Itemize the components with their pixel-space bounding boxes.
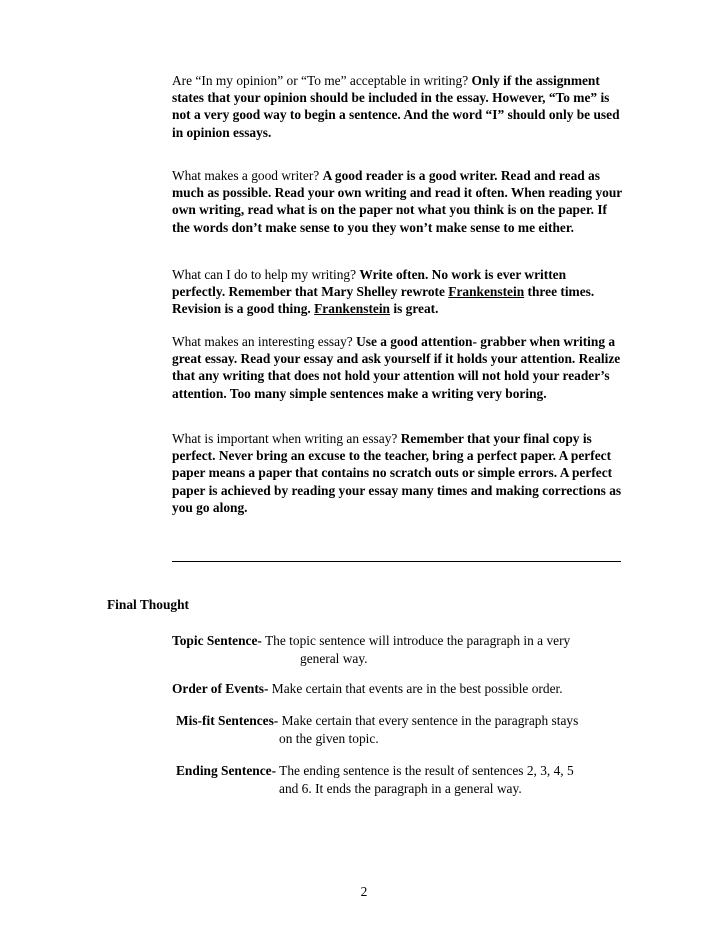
term-label: Topic Sentence- [172, 633, 262, 648]
horizontal-divider [172, 561, 621, 562]
term-misfit-sentences [176, 712, 578, 748]
answer-text: is great. [390, 301, 439, 317]
answer-text: Use a good attention- grabber when writing a great essay. Read your essay and ask yourself if it holds your attention. Realize that any writing that does not hold your attention will not hold your reader’s attention. Too many simple sentences make a writing very boring. [172, 334, 621, 401]
term-definition-continued: general way. [300, 651, 368, 666]
term-order-of-events [172, 680, 563, 698]
term-topic-sentence [172, 632, 570, 668]
page-number: 2 [360, 884, 368, 899]
question-text: What is important when writing an essay? [172, 431, 401, 446]
qa-paragraph-interesting-essay [172, 333, 622, 402]
qa-paragraph-help-writing [172, 266, 622, 318]
term-label: Ending Sentence- [176, 763, 277, 778]
answer-text: Only if the assignment states that your opinion should be included in the essay. However, “To me” is not a very good way to begin a sentence. And the word “I” should only be used in opinion essays. [172, 73, 620, 140]
qa-paragraph-important-essay [172, 430, 622, 516]
term-definition-continued: on the given topic. [279, 731, 379, 746]
question-text: What can I do to help my writing? [172, 267, 360, 282]
question-text: What makes a good writer? [172, 168, 323, 183]
term-definition: Make certain that events are in the best possible order. [268, 681, 563, 696]
answer-text: three times. Revision is a good thing. [172, 284, 595, 317]
term-definition: The topic sentence will introduce the paragraph in a very [261, 633, 571, 648]
term-definition: The ending sentence is the result of sentences 2, 3, 4, 5 [276, 763, 574, 778]
qa-paragraph-opinion [172, 72, 622, 141]
term-definition: Make certain that every sentence in the paragraph stays [278, 713, 579, 728]
term-definition-continued: and 6. It ends the paragraph in a general way. [279, 781, 522, 796]
question-text: What makes an interesting essay? [172, 334, 357, 349]
book-title: Frankenstein [314, 301, 391, 317]
qa-paragraph-good-writer [172, 167, 622, 236]
term-label: Order of Events- [172, 681, 269, 696]
term-ending-sentence [176, 762, 574, 798]
term-label: Mis-fit Sentences- [176, 713, 279, 728]
book-title: Frankenstein [448, 284, 525, 300]
answer-text: Write often. No work is ever written perfectly. Remember that Mary Shelley rewrote [172, 267, 567, 300]
answer-text: A good reader is a good writer. Read and read as much as possible. Read your own writing and read it often. When reading your own writing, read what is on the paper not what you think is on the paper. If the words don’t make sense to you they won’t make sense to me either. [172, 168, 623, 235]
answer-text: Remember that your final copy is perfect. Never bring an excuse to the teacher, bring a perfect paper. A perfect paper means a paper that contains no scratch outs or simple errors. A perfect paper is achieved by reading your essay many times and making corrections as you go along. [172, 431, 622, 515]
section-heading-final-thought: Final Thought [107, 597, 189, 612]
question-text: Are “In my opinion” or “To me” acceptable in writing? [172, 73, 472, 88]
